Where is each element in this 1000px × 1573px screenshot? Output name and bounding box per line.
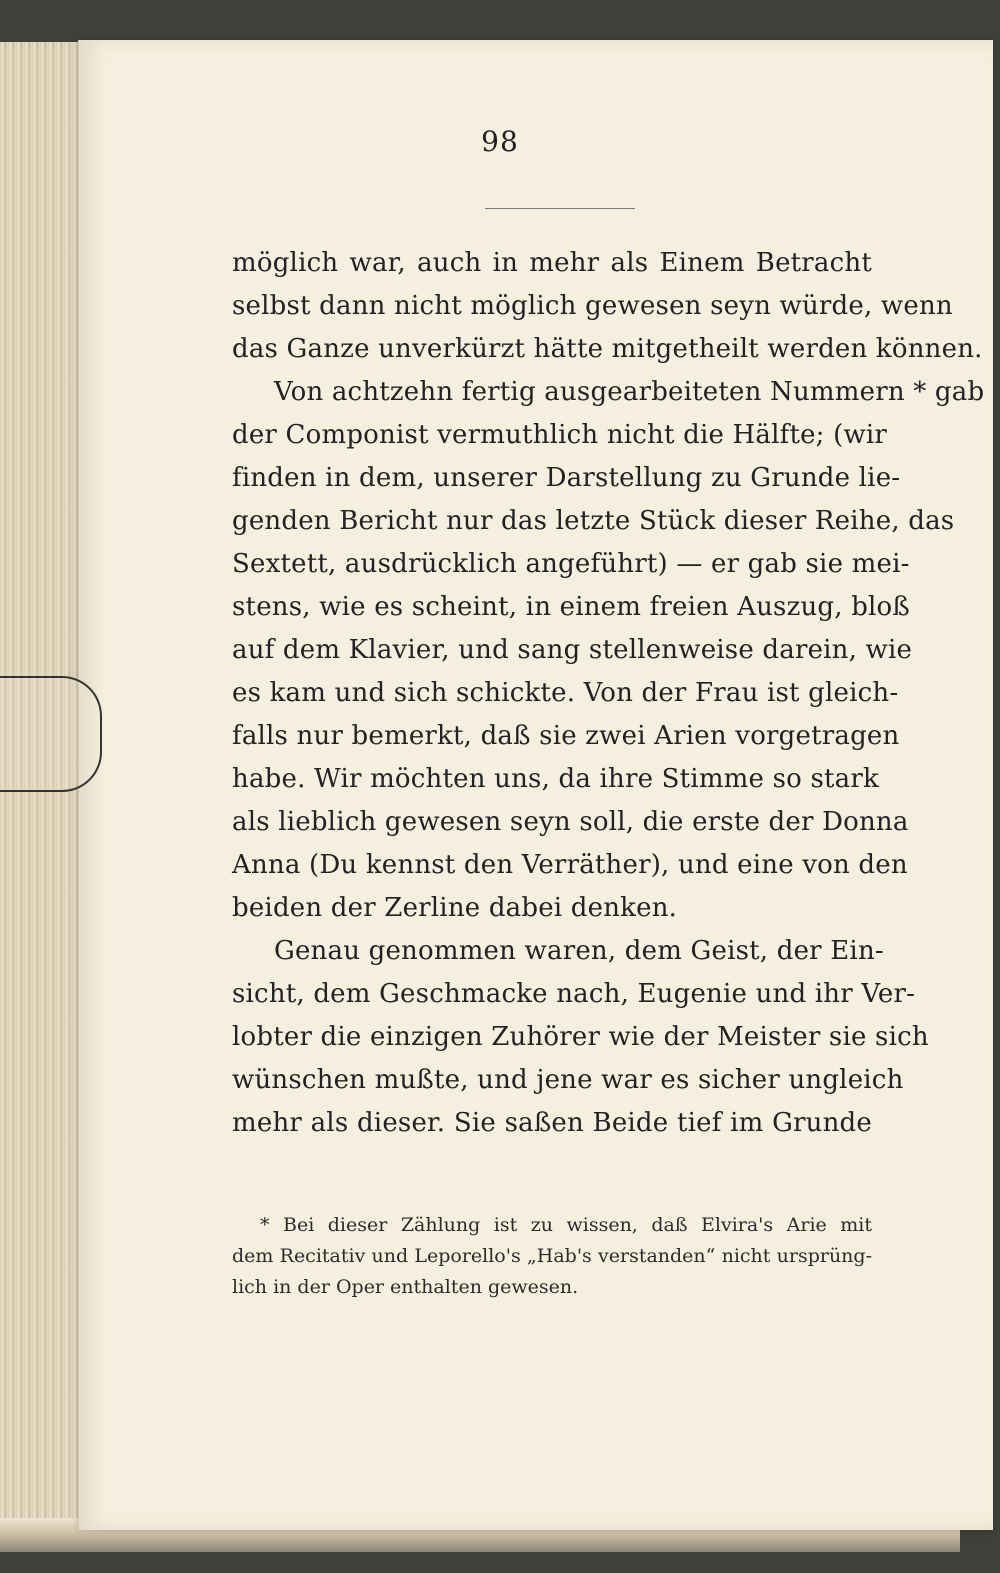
text-line-13: habe. Wir möchten uns, da ihre Stimme so stark — [232, 764, 879, 794]
text-line-7: genden Bericht nur das letzte Stück dieser Reihe, das — [232, 506, 955, 536]
page-clip — [0, 676, 102, 792]
text-line-4: Von achtzehn fertig ausgearbeiteten Nummern * gab — [274, 377, 985, 407]
text-line-2: selbst dann nicht möglich gewesen seyn würde, wenn — [232, 291, 953, 321]
text-line-16: beiden der Zerline dabei denken. — [232, 893, 678, 923]
text-line-21: mehr als dieser. Sie saßen Beide tief im Grunde — [232, 1108, 872, 1138]
text-line-14: als lieblich gewesen seyn soll, die erste der Donna — [232, 807, 909, 837]
text-line-9: stens, wie es scheint, in einem freien Auszug, bloß — [232, 592, 910, 622]
text-line-8: Sextett, ausdrücklich angeführt) — er gab sie mei- — [232, 549, 910, 579]
text-line-5: der Componist vermuthlich nicht die Hälfte; (wir — [232, 420, 888, 450]
text-line-12: falls nur bemerkt, daß sie zwei Arien vorgetragen — [232, 721, 900, 751]
text-line-19: lobter die einzigen Zuhörer wie der Meister sie sich — [232, 1022, 929, 1052]
text-line-17: Genau genommen waren, dem Geist, der Ein- — [274, 936, 884, 966]
main-text — [232, 242, 985, 1145]
text-line-6: finden in dem, unserer Darstellung zu Grunde lie- — [232, 463, 901, 493]
text-line-15: Anna (Du kennst den Verräther), und eine von den — [232, 850, 908, 880]
footnote-line-3: lich in der Oper enthalten gewesen. — [232, 1276, 579, 1298]
text-line-18: sicht, dem Geschmacke nach, Eugenie und ihr Ver- — [232, 979, 916, 1009]
footnote-line-1: * Bei dieser Zählung ist zu wissen, daß Elvira's Arie mit — [260, 1214, 872, 1236]
header-rule — [485, 208, 635, 209]
book-page-edges — [0, 42, 83, 1547]
text-line-11: es kam und sich schickte. Von der Frau ist gleich- — [232, 678, 899, 708]
text-line-10: auf dem Klavier, und sang stellenweise darein, wie — [232, 635, 913, 665]
footnote-line-2: dem Recitativ und Leporello's „Hab's verstanden“ nicht ursprüng- — [232, 1245, 872, 1267]
footnote — [232, 1210, 872, 1303]
text-line-3: das Ganze unverkürzt hätte mitgetheilt werden können. — [232, 334, 983, 364]
text-line-1: möglich war, auch in mehr als Einem Betracht — [232, 248, 872, 278]
page-number: 98 — [481, 125, 519, 158]
text-line-20: wünschen mußte, und jene war es sicher ungleich — [232, 1065, 904, 1095]
